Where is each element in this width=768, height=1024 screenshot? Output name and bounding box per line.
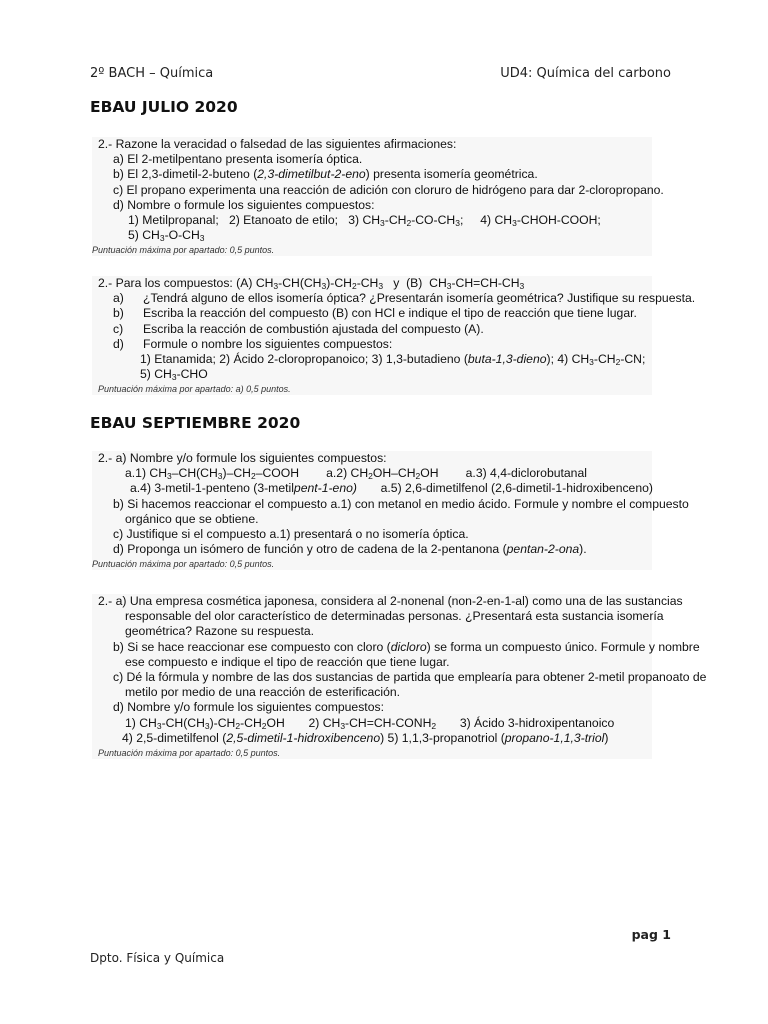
question-block-2	[92, 276, 696, 395]
question-block-1	[92, 137, 664, 256]
q3-item-d: d) Proponga un isómero de función y otro de cadena de la 2-pentanona (pentan-2-ona).	[113, 542, 587, 557]
q1-item-d: d) Nombre o formule los siguientes compuestos:	[113, 197, 375, 212]
q3-item-c: c) Justifique si el compuesto a.1) presentará o no isomería óptica.	[113, 527, 469, 542]
q2-item-d: d) Formule o nombre los siguientes compuestos:	[113, 336, 393, 351]
q4-item-c-1: c) Dé la fórmula y nombre de las dos sustancias de partida que emplearía para obtener 2-metil propanoato de	[113, 670, 707, 685]
footer-department: Dpto. Física y Química	[90, 951, 225, 965]
q4-score-note: Puntuación máxima por apartado: 0,5 puntos.	[98, 748, 281, 759]
q4-intro-1: 2.- a) Una empresa cosmética japonesa, considera al 2-nonenal (non-2-en-1-al) como una de las sustancias	[98, 594, 683, 608]
q4-item-c-2: metilo por medio de una reacción de esterificación.	[125, 685, 401, 700]
header-course: 2º BACH – Química	[90, 66, 214, 81]
q2-compounds-1: 1) Etanamida; 2) Ácido 2-cloropropanoico; 3) 1,3-butadieno (buta-1,3-dieno); 4) $CH_3-CH_2-CN$;	[140, 352, 646, 368]
q3-item-b-1: b) Si hacemos reaccionar el compuesto a.1) con metanol en medio ácido. Formule y nombre el compuesto	[113, 496, 689, 511]
q2-compounds-2: 5) $CH_3$-CHO	[140, 367, 208, 383]
q1-item-a: a) El 2-metilpentano presenta isomería óptica.	[113, 152, 363, 167]
q2-item-b: b) Escriba la reacción del compuesto (B) con HCl e indique el tipo de reacción que tiene lugar.	[113, 306, 637, 321]
q4-item-d: d) Nombre y/o formule los siguientes compuestos:	[113, 700, 384, 715]
q2-score-note: Puntuación máxima por apartado: a) 0,5 puntos.	[98, 384, 291, 395]
q4-item-b-1: b) Si se hace reaccionar ese compuesto con cloro (dicloro) se forma un compuesto único. Formule y nombre	[113, 639, 700, 654]
header-unit: UD4: Química del carbono	[500, 66, 671, 81]
question-block-4	[92, 594, 707, 759]
q4-compounds-1: 1) $CH_3-CH(CH_3)-CH_2-CH_2OH$ 2) $CH_3-CH=CH-CONH_2$ 3) Ácido 3-hidroxipentanoico	[125, 715, 615, 731]
q4-intro-3: geométrica? Razone su respuesta.	[125, 624, 315, 639]
section-title-septiembre: EBAU SEPTIEMBRE 2020	[90, 414, 301, 432]
q3-score-note: Puntuación máxima por apartado: 0,5 puntos.	[92, 559, 275, 570]
q3-items-row-1: a.1) $CH_3-CH(CH_3)-CH_2$–COOH a.2) $CH_2OH-CH_2OH$ a.3) 4,4-diclorobutanal	[125, 466, 587, 482]
question-block-3	[92, 451, 689, 570]
q2-item-a: a) ¿Tendrá alguno de ellos isomería óptica? ¿Presentarán isomería geométrica? Justifique su respuesta.	[113, 291, 696, 306]
q1-compounds-2: 5) $CH_3-O-CH_3$	[128, 228, 205, 244]
q2-item-c: c) Escriba la reacción de combustión ajustada del compuesto (A).	[113, 321, 484, 336]
q4-compounds-2: 4) 2,5-dimetilfenol (2,5-dimetil-1-hidroxibenceno) 5) 1,1,3-propanotriol (propano-1,1,3-triol)	[122, 730, 609, 745]
page-number: pag 1	[631, 927, 671, 942]
q2-intro: 2.- Para los compuestos: (A) $CH_3-CH(CH_3)-CH_2-CH_3$ y (B) $CH_3-CH=CH-CH_3$	[98, 276, 525, 291]
q3-intro: 2.- a) Nombre y/o formule los siguientes compuestos:	[98, 451, 387, 465]
section-title-julio: EBAU JULIO 2020	[90, 98, 238, 116]
q3-items-row-2: a.4) 3-metil-1-penteno (3-metilpent-1-eno) a.5) 2,6-dimetilfenol (2,6-dimetil-1-hidroxibenceno)	[130, 481, 653, 496]
q4-intro-2: responsable del olor característico de determinadas personas. ¿Presentará esta sustancia isomería	[125, 609, 664, 624]
q1-intro: 2.- Razone la veracidad o falsedad de las siguientes afirmaciones:	[98, 137, 457, 151]
q1-compounds-1: 1) Metilpropanal; 2) Etanoato de etilo; 3) $CH_3-CH_2-CO-CH_3$; 4) $CH_3-CHOH$-COOH;	[128, 213, 601, 229]
q4-item-b-2: ese compuesto e indique el tipo de reacción que tiene lugar.	[125, 654, 450, 669]
q1-item-c: c) El propano experimenta una reacción de adición con cloruro de hidrógeno para dar 2-cloropropano.	[113, 182, 664, 197]
q3-item-b-2: orgánico que se obtiene.	[125, 511, 259, 526]
q1-score-note: Puntuación máxima por apartado: 0,5 puntos.	[92, 245, 275, 256]
q1-item-b: b) El 2,3-dimetil-2-buteno (2,3-dimetilbut-2-eno) presenta isomería geométrica.	[113, 167, 538, 182]
